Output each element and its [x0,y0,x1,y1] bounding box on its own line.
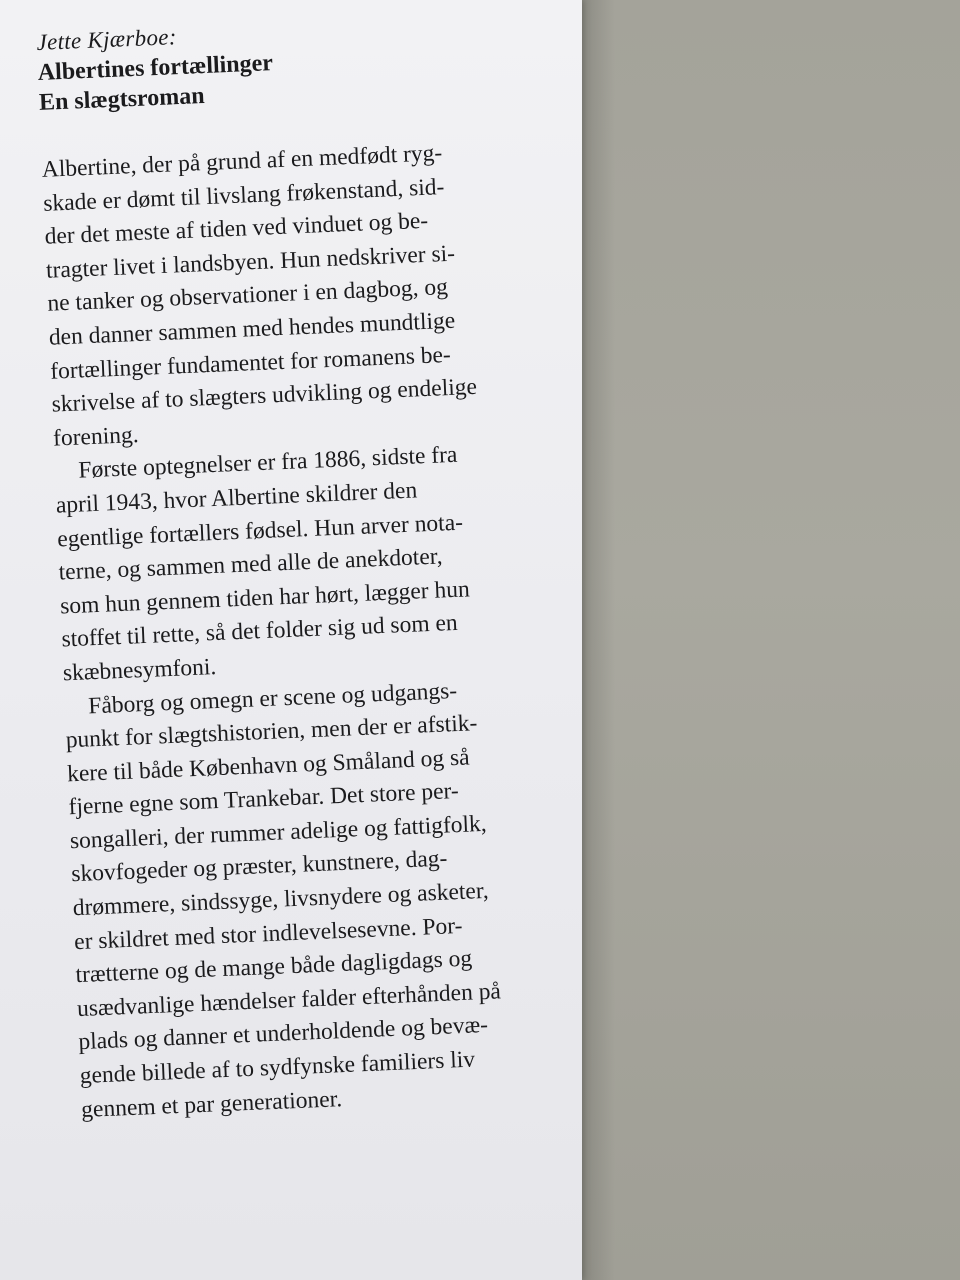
text-line: fjerne egne som Trankebar. Det store per- [68,778,460,821]
book-title: Albertines fortællinger [37,50,274,86]
text-line: songalleri, der rummer adelige og fattigfolk, [69,810,488,855]
text-line: plads og danner et underholdende og bevæ- [77,1012,489,1056]
text-line: forening. [52,421,140,452]
author-name: Jette Kjærboe: [36,24,178,55]
book-subtitle: En slægtsroman [38,83,206,116]
paragraph-3 [64,670,582,1127]
book-blurb [36,9,582,1127]
text-line: stoffet til rette, så det folder sig ud som en [61,610,459,653]
text-line: er skildret med stor indlevelsesevne. Por- [73,912,463,955]
text-line: kere til både København og Småland og så [66,744,471,788]
text-line: den danner sammen med hendes mundtlige [48,307,456,351]
text-line: april 1943, hvor Albertine skildrer den [55,477,418,519]
text-line: trætterne og de mange både dagligdags og [75,945,473,989]
text-line: fortællinger fundamentet for romanens be- [49,341,452,385]
text-line: tragter livet i landsbyen. Hun nedskriver si- [45,240,456,284]
text-line: Første optegnelser er fra 1886, sidste fra [77,442,458,484]
text-line: punkt for slægtshistorien, men der er afstik- [65,710,478,754]
text-line: Albertine, der på grund af en medfødt ryg- [41,140,443,183]
text-line: usædvanlige hændelser falder efterhånden på [76,978,502,1022]
text-line: som hun gennem tiden har hørt, lægger hun [59,576,471,620]
text-line: skrivelse af to slægters udvikling og endelige [51,374,478,418]
text-line: egentlige fortællers fødsel. Hun arver nota- [56,509,464,553]
paragraph-2 [54,435,563,691]
text-line: skovfogeder og præster, kunstnere, dag- [70,845,448,888]
text-line: terne, og sammen med alle de anekdoter, [58,543,443,586]
text-line: gennem et par generationer. [80,1085,343,1123]
text-line: der det meste af tiden ved vinduet og be- [44,207,429,250]
text-line: skæbnesymfoni. [62,653,217,687]
text-line: drømmere, sindssyge, livsnydere og asketer, [72,877,490,922]
paragraph-1 [41,133,553,456]
text-line: Fåborg og omegn er scene og udgangs- [87,677,458,719]
text-line: ne tanker og observationer i en dagbog, og [46,274,449,318]
text-line: gende billede af to sydfynske familiers liv [79,1046,476,1090]
text-line: skade er dømt til livslang frøkenstand, sid- [42,173,445,217]
background-surface [560,0,960,1280]
